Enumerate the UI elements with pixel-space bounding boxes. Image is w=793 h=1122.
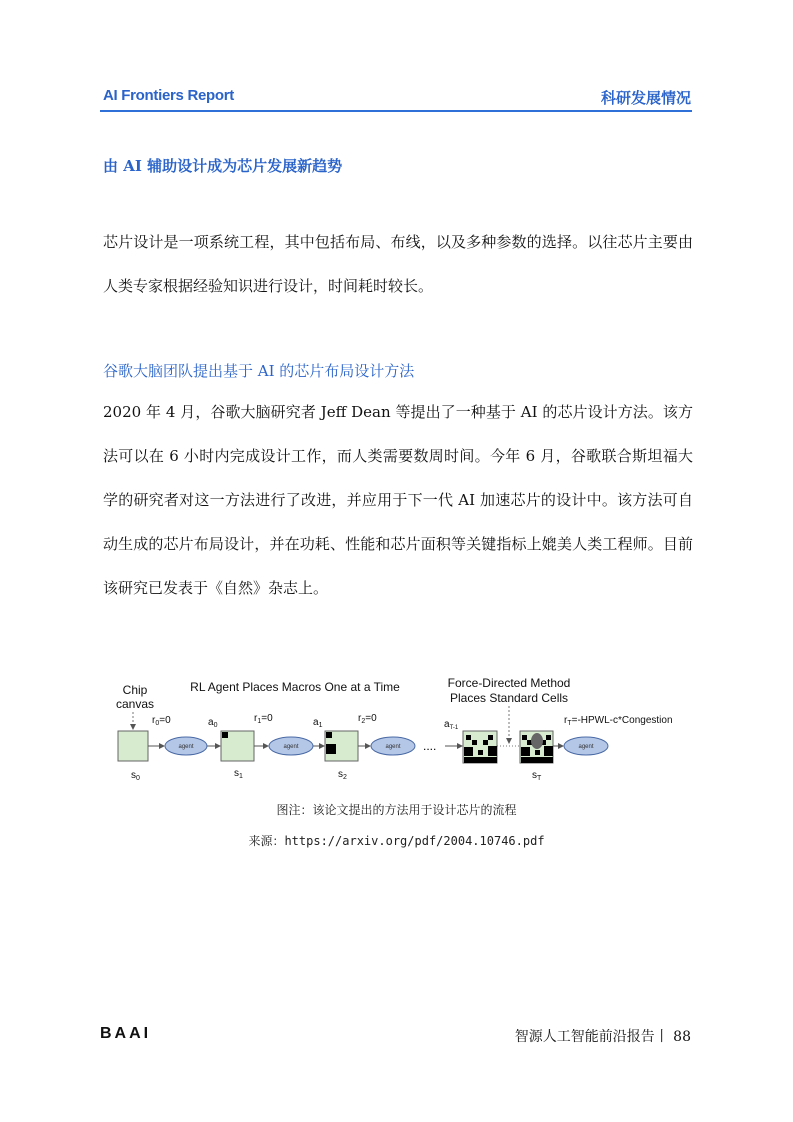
chip-label-1: Chip — [122, 683, 148, 697]
agent-label-3: agent — [385, 744, 401, 750]
intro-paragraph: 芯片设计是一项系统工程，其中包括布局、布线，以及多种参数的选择。以往芯片主要由人类专家根据经验知识进行设计，时间耗时较长。 — [103, 233, 693, 295]
chip-placement-diagram — [0, 660, 793, 795]
reward-r1: $r_1=0$ — [254, 713, 273, 725]
header-section-name: 科研发展情况 — [600, 89, 691, 107]
final-reward: $r_T=-HPWL-c*Congestion$ — [564, 715, 673, 727]
footer-page-text: 智源人工智能前沿报告丨 88 — [514, 1029, 691, 1045]
state-s0: $s_0$ — [131, 770, 140, 782]
subsection-title: 谷歌大脑团队提出基于 AI 的芯片布局设计方法 — [103, 362, 415, 380]
state-s0-canvas — [118, 731, 148, 761]
state-st: $s_T$ — [532, 770, 542, 782]
reward-r0: $r_0=0$ — [152, 715, 171, 727]
action-a0: $a_0$ — [208, 717, 218, 729]
header-report-title: AI Frontiers Report — [103, 87, 234, 104]
state-s2: $s_2$ — [338, 769, 347, 781]
body-paragraph: 2020 年 4 月，谷歌大脑研究者 Jeff Dean 等提出了一种基于 AI 的芯片设计方法。该方法可以在 6 小时内完成设计工作，而人类需要数周时间。今年 6 月，谷歌联合斯坦福大学的研究者对这一方法进行了改进，并应用于下一代 AI 加速芯片的设计中。该方法可自动生成的芯片布局设计，并在功耗、性能和芯片面积等关键指标上媲美人类工程师。目前该研究已发表于《自然》杂志上。 — [103, 403, 693, 597]
baai-logo: BAAI — [100, 1025, 152, 1042]
figure-title-right-1: Force-Directed Method — [447, 676, 571, 690]
agent-label-1: agent — [178, 744, 194, 750]
state-t-1-canvas — [463, 731, 497, 763]
agent-label-2: agent — [283, 744, 299, 750]
figure-title-left: RL Agent Places Macros One at a Time — [190, 680, 400, 694]
action-at-1: $a_{T-1}$ — [444, 719, 459, 731]
agent-label-4: agent — [578, 744, 594, 750]
figure-caption: 图注：该论文提出的方法用于设计芯片的流程 — [276, 803, 517, 817]
state-s1: $s_1$ — [234, 768, 243, 780]
ellipsis: .... — [423, 739, 437, 753]
header-divider — [100, 110, 692, 112]
section-title: 由 AI 辅助设计成为芯片发展新趋势 — [103, 157, 343, 175]
figure-title-right-2: Places Standard Cells — [449, 691, 569, 705]
action-a1: $a_1$ — [313, 717, 323, 729]
state-st-canvas — [520, 731, 553, 763]
figure-source: 来源：https://arxiv.org/pdf/2004.10746.pdf — [248, 834, 545, 848]
chip-label-2: canvas — [115, 697, 155, 711]
reward-r2: $r_2=0$ — [358, 713, 377, 725]
